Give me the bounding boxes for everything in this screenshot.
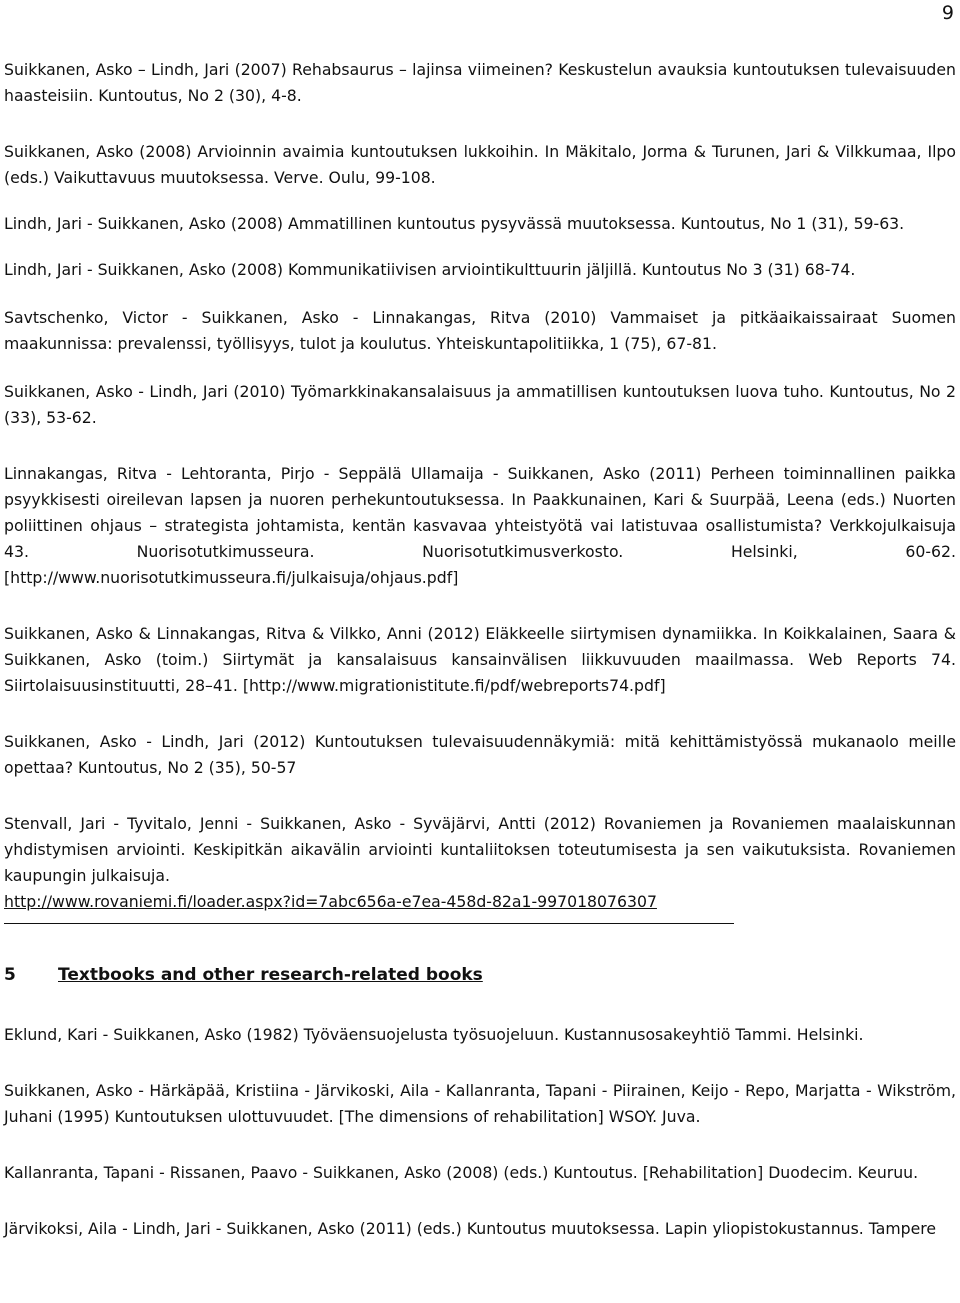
reference-link[interactable]: http://www.rovaniemi.fi/loader.aspx?id=7abc656a-e7ea-458d-82a1-997018076307 xyxy=(4,892,657,911)
book-item: Eklund, Kari - Suikkanen, Asko (1982) Työväensuojelusta työsuojeluun. Kustannusosakeyhtiö Tammi. Helsinki. xyxy=(4,1025,864,1044)
reference-item: Lindh, Jari - Suikkanen, Asko (2008) Kommunikatiivisen arviointikulttuurin jäljillä. Kuntoutus No 3 (31) 68-74. xyxy=(4,260,856,279)
reference-item: Suikkanen, Asko & Linnakangas, Ritva & Vilkko, Anni (2012) Eläkkeelle siirtymisen dynamiikka. In Koikkalainen, Saara & Suikkanen, Asko (toim.) Siirtymät ja kansalaisuus kansainvälisen liikkuvuuden maailmassa. Web Reports 74. Siirtolaisuusinstituutti, 28–41. [http://www.migrationistitute.fi/pdf/webreports74.pdf] xyxy=(4,624,956,695)
book-item: Suikkanen, Asko - Härkäpää, Kristiina - Järvikoski, Aila - Kallanranta, Tapani - Piirainen, Keijo - Repo, Marjatta - Wikström, Juhani (1995) Kuntoutuksen ulottuvuudet. [The dimensions of rehabilitation] WSOY. Juva. xyxy=(4,1081,956,1126)
section-heading xyxy=(4,962,956,988)
reference-item: Suikkanen, Asko – Lindh, Jari (2007) Rehabsaurus – lajinsa viimeinen? Keskustelun avauksia kuntoutuksen tulevaisuuden haasteisiin. Kuntoutus, No 2 (30), 4-8. xyxy=(4,60,956,105)
page-content xyxy=(4,57,956,1242)
book-item: Kallanranta, Tapani - Rissanen, Paavo - Suikkanen, Asko (2008) (eds.) Kuntoutus. [Rehabilitation] Duodecim. Keuruu. xyxy=(4,1163,919,1182)
reference-item: Linnakangas, Ritva - Lehtoranta, Pirjo - Seppälä Ullamaija - Suikkanen, Asko (2011) Perheen toiminnallinen paikka psyykkisesti oireilevan lapsen ja nuoren perhekuntoutuksessa. In Paakkunainen, Kari & Suurpää, Leena (eds.) Nuorten poliittinen ohjaus – strategista johtamista, kentän kasvavaa yhteistyötä vai latistuvaa osallistumista? Verkkojulkaisuja 43. Nuorisotutkimusseura. Nuorisotutkimusverkosto. Helsinki, 60-62. [http://www.nuorisotutkimusseura.fi/julkaisuja/ohjaus.pdf] xyxy=(4,464,956,587)
section-title: Textbooks and other research-related books xyxy=(58,965,483,985)
book-item: Järvikoksi, Aila - Lindh, Jari - Suikkanen, Asko (2011) (eds.) Kuntoutus muutoksessa. Lapin yliopistokustannus. Tampere xyxy=(4,1219,936,1238)
reference-item-stenvall xyxy=(4,811,956,915)
reference-item: Savtschenko, Victor - Suikkanen, Asko - Linnakangas, Ritva (2010) Vammaiset ja pitkäaikaissairaat Suomen maakunnissa: prevalenssi, työllisyys, tulot ja koulutus. Yhteiskuntapolitiikka, 1 (75), 67-81. xyxy=(4,308,956,353)
reference-item: Lindh, Jari - Suikkanen, Asko (2008) Ammatillinen kuntoutus pysyvässä muutoksessa. Kuntoutus, No 1 (31), 59-63. xyxy=(4,214,905,233)
section-number: 5 xyxy=(4,965,16,985)
divider-rule xyxy=(4,923,734,924)
reference-item: Suikkanen, Asko (2008) Arvioinnin avaimia kuntoutuksen lukkoihin. In Mäkitalo, Jorma & Turunen, Jari & Vilkkumaa, Ilpo (eds.) Vaikuttavuus muutoksessa. Verve. Oulu, 99-108. xyxy=(4,142,956,187)
reference-item: Suikkanen, Asko - Lindh, Jari (2012) Kuntoutuksen tulevaisuudennäkymiä: mitä kehittämistyössä mukanaolo meille opettaa? Kuntoutus, No 2 (35), 50-57 xyxy=(4,732,956,777)
reference-item: Suikkanen, Asko - Lindh, Jari (2010) Työmarkkinakansalaisuus ja ammatillisen kuntoutuksen luova tuho. Kuntoutus, No 2 (33), 53-62. xyxy=(4,382,956,427)
page-number: 9 xyxy=(941,2,954,24)
reference-text: Stenvall, Jari - Tyvitalo, Jenni - Suikkanen, Asko - Syväjärvi, Antti (2012) Rovaniemen ja Rovaniemen maalaiskunnan yhdistymisen arviointi. Keskipitkän aikavälin arviointi kuntaliitoksen toteutumisesta ja sen vaikutuksista. Rovaniemen kaupungin julkaisuja. xyxy=(4,814,956,885)
